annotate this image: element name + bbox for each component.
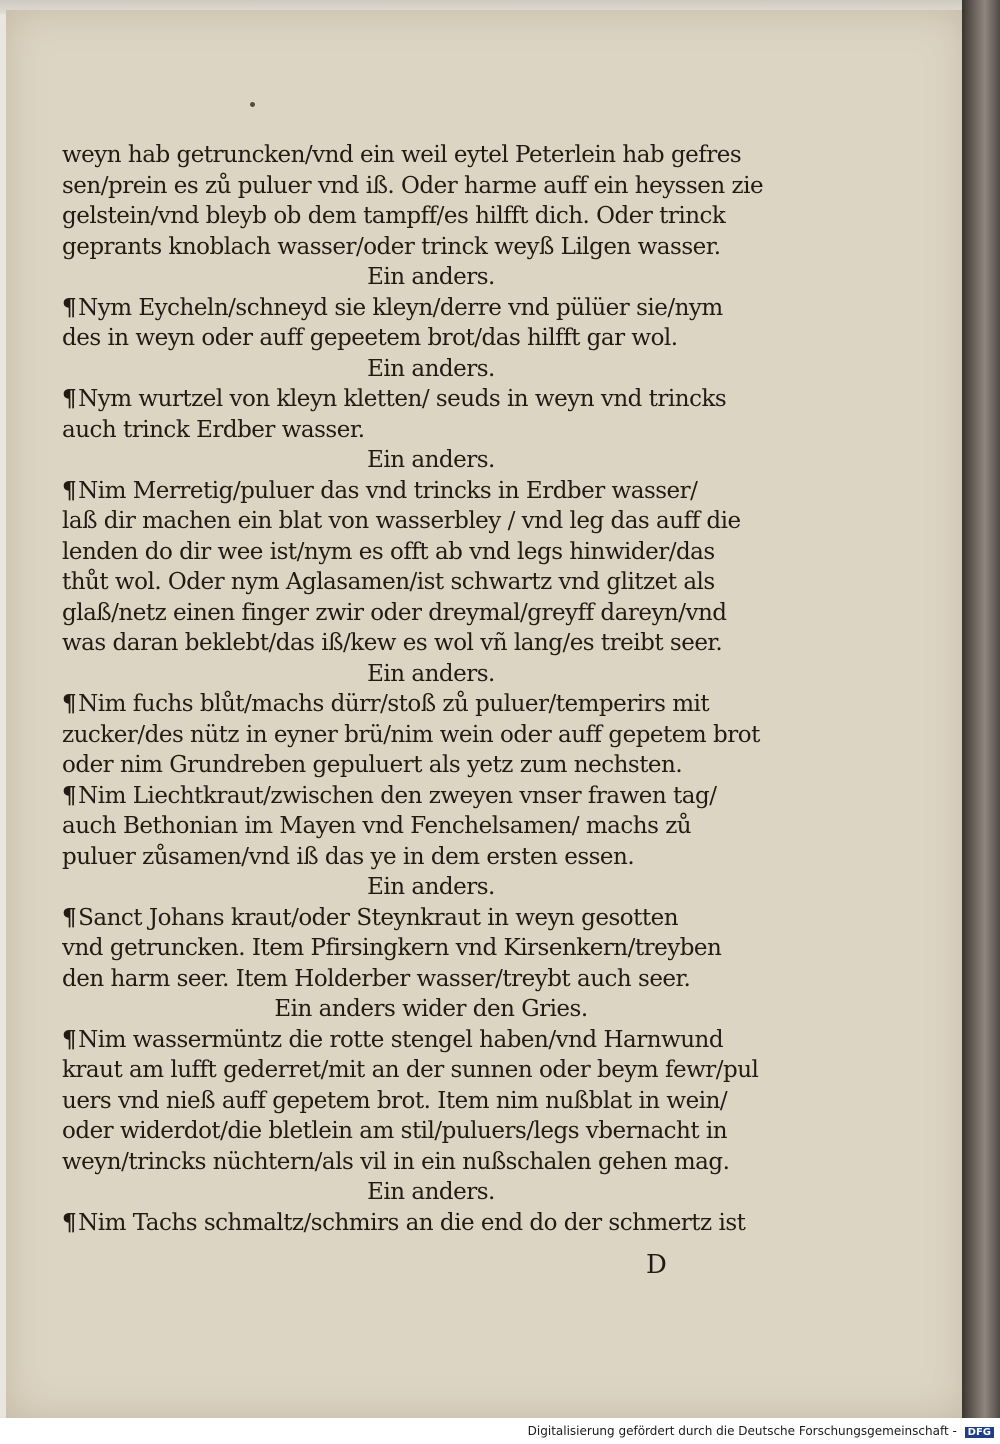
text-line	[62, 628, 800, 659]
text-line	[62, 1208, 800, 1239]
pilcrow-icon: ¶	[62, 781, 77, 809]
pilcrow-icon: ¶	[62, 385, 77, 412]
line-text: Nym wurtzel von kleyn kletten/ seuds in weyn vnd trincks	[78, 386, 727, 412]
line-text: vnd getruncken. Item Pfirsingkern vnd Kirsenkern/treyben	[62, 935, 722, 961]
funding-credit	[528, 1424, 994, 1438]
text-line	[62, 323, 800, 354]
pilcrow-icon: ¶	[62, 293, 77, 321]
line-text: gelstein/vnd bleyb ob dem tampff/es hilfft dich. Oder trinck	[62, 203, 726, 229]
text-line	[62, 293, 800, 324]
section-heading	[62, 994, 800, 1025]
text-line	[62, 140, 800, 171]
section-heading	[62, 872, 800, 903]
text-line	[62, 720, 800, 751]
text-line	[62, 476, 800, 507]
line-text: Ein anders.	[367, 874, 495, 900]
text-line	[62, 232, 800, 263]
line-text: Ein anders.	[367, 355, 495, 382]
funding-credit-text: Digitalisierung gefördert durch die Deutsche Forschungsgemeinschaft -	[527, 1424, 957, 1438]
pilcrow-icon: ¶	[62, 1208, 77, 1236]
line-text: Nim Liechtkraut/zwischen den zweyen vnser frawen tag/	[78, 782, 717, 809]
text-line	[62, 598, 800, 629]
text-line	[62, 933, 800, 964]
pilcrow-icon: ¶	[62, 903, 77, 931]
text-line	[62, 1025, 800, 1056]
line-text: glaß/netz einen finger zwir oder dreymal/greyff dareyn/vnd	[62, 599, 727, 626]
book-spine	[962, 0, 1000, 1420]
line-text: uers vnd nieß auff gepetem brot. Item nim nußblat in wein/	[62, 1087, 728, 1114]
text-line	[62, 903, 800, 934]
line-text: laß dir machen ein blat von wasserbley / vnd leg das auff die	[62, 508, 741, 534]
section-heading	[62, 1177, 800, 1208]
ink-speck	[250, 102, 255, 107]
section-heading	[62, 445, 800, 476]
line-text: lenden do dir wee ist/nym es offt ab vnd legs hinwider/das	[62, 538, 715, 565]
section-heading	[62, 659, 800, 690]
text-line	[62, 537, 800, 568]
text-line	[62, 384, 800, 415]
pilcrow-icon: ¶	[62, 476, 77, 504]
text-line	[62, 1055, 800, 1086]
text-line	[62, 964, 800, 995]
line-text: Ein anders wider den Gries.	[274, 996, 588, 1022]
text-line	[62, 1147, 800, 1178]
line-text: den harm seer. Item Holderber wasser/treybt auch seer.	[62, 965, 691, 992]
line-text: Sanct Johans kraut/oder Steynkraut in weyn gesotten	[78, 904, 679, 931]
line-text: Nim Tachs schmaltz/schmirs an die end do der schmertz ist	[78, 1209, 746, 1236]
line-text: Ein anders.	[367, 264, 495, 290]
text-line	[62, 506, 800, 537]
text-line	[62, 1116, 800, 1147]
pilcrow-icon: ¶	[62, 1025, 77, 1053]
text-line	[62, 201, 800, 232]
line-text: weyn hab getruncken/vnd ein weil eytel Peterlein hab gefres	[62, 142, 742, 168]
text-line	[62, 811, 800, 842]
line-text: Nim fuchs blůt/machs dürr/stoß zů puluer/temperirs mit	[78, 691, 710, 717]
line-text: auch Bethonian im Mayen vnd Fenchelsamen/ machs zů	[62, 813, 692, 839]
page-text-block	[62, 140, 800, 1238]
line-text: was daran beklebt/das iß/kew es wol vñ lang/es treibt seer.	[62, 630, 723, 656]
text-line	[62, 567, 800, 598]
line-text: Nim Merretig/puluer das vnd trincks in Erdber wasser/	[78, 477, 698, 504]
line-text: thůt wol. Oder nym Aglasamen/ist schwartz vnd glitzet als	[62, 569, 715, 595]
line-text: zucker/des nütz in eyner brü/nim wein oder auff gepetem brot	[62, 721, 760, 748]
line-text: weyn/trincks nüchtern/als vil in ein nußschalen gehen mag.	[62, 1148, 730, 1175]
line-text: oder widerdot/die bletlein am stil/puluers/legs vbernacht in	[62, 1118, 728, 1144]
dfg-logo: DFG	[965, 1427, 994, 1438]
text-line	[62, 842, 800, 873]
text-line	[62, 781, 800, 812]
text-line	[62, 415, 800, 446]
line-text: sen/prein es zů puluer vnd iß. Oder harme auff ein heyssen zie	[62, 172, 764, 199]
line-text: Nim wassermüntz die rotte stengel haben/vnd Harnwund	[78, 1026, 724, 1053]
line-text: Nym Eycheln/schneyd sie kleyn/derre vnd pülüer sie/nym	[78, 294, 723, 321]
line-text: des in weyn oder auff gepeetem brot/das hilfft gar wol.	[62, 325, 678, 351]
text-line	[62, 171, 800, 202]
signature-mark: D	[646, 1250, 667, 1280]
text-line	[62, 750, 800, 781]
line-text: auch trinck Erdber wasser.	[62, 416, 365, 443]
text-line	[62, 689, 800, 720]
pilcrow-icon: ¶	[62, 690, 77, 717]
line-text: kraut am lufft gederret/mit an der sunnen oder beym fewr/pul	[62, 1057, 759, 1083]
line-text: oder nim Grundreben gepuluert als yetz zum nechsten.	[62, 752, 683, 778]
text-line	[62, 1086, 800, 1117]
line-text: geprants knoblach wasser/oder trinck weyß Lilgen wasser.	[62, 233, 721, 260]
line-text: Ein anders.	[367, 1179, 495, 1205]
line-text: puluer zůsamen/vnd iß das ye in dem ersten essen.	[62, 843, 635, 870]
section-heading	[62, 262, 800, 293]
section-heading	[62, 354, 800, 385]
line-text: Ein anders.	[367, 660, 495, 687]
line-text: Ein anders.	[367, 447, 495, 473]
